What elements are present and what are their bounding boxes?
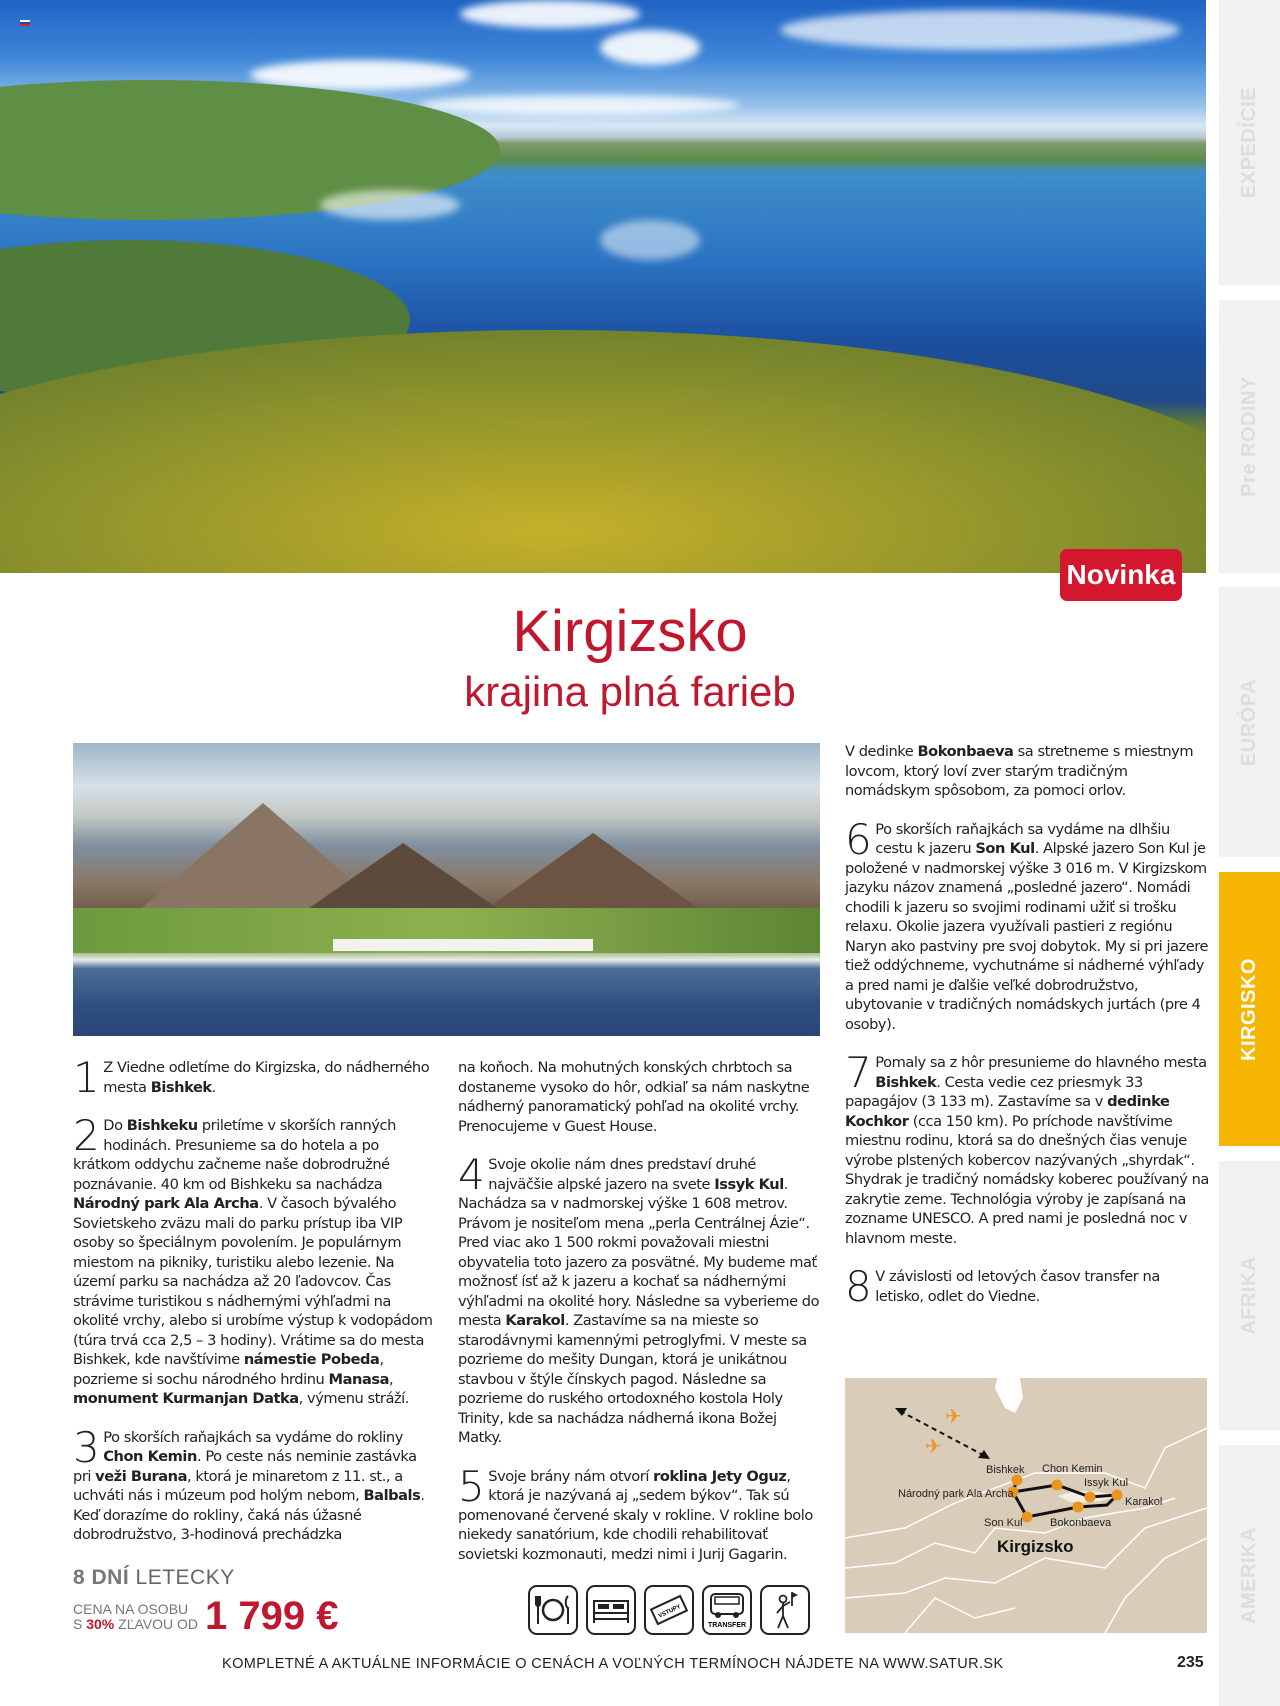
page-subtitle: krajina plná farieb <box>464 668 796 715</box>
side-tab-label: KIRGISKO <box>1238 957 1260 1061</box>
side-tab-európa[interactable] <box>1219 587 1280 857</box>
itinerary-column-1 <box>73 1053 438 1564</box>
highlight-place: Bishkek <box>875 1073 937 1091</box>
day-text: . V časoch bývalého Sovietskeho zväzu mali do parku prístup iba VIP osoby so špeciálnym povolením. Je populárnym miestom na pikniky, turistiku alebo lezenie. Na území parku sa nachádza až 20 ľadovcov. Čas strávime turistikou s nádhernými výhľadmi na okolité vrchy, alebo si urobíme výstup k vodopádom (túra trvá cca 2,5 – 3 hodiny). Vrátime sa do mesta Bishkek, kde navštívime <box>73 1195 433 1368</box>
day-text: Pomaly sa z hôr presunieme do hlavného mesta <box>875 1054 1207 1071</box>
highlight-place: námestie Pobeda <box>243 1351 380 1368</box>
highlight-place: monument Kurmanjan Datka <box>73 1390 299 1407</box>
ticket-icon <box>644 1585 694 1635</box>
highlight-place: Manasa <box>328 1370 389 1388</box>
flight-route <box>900 1411 985 1456</box>
guide-hiking-icon <box>760 1585 810 1635</box>
highlight-place: Chon Kemin <box>103 1448 197 1465</box>
day-text: , ktorá je minaretom z 11. st., a uchváti nás i múzeum pod holým nebom, <box>73 1467 403 1504</box>
highlight-place: Bokonbaeva <box>917 743 1014 760</box>
side-tab-label: EXPEDÍCIE <box>1238 86 1261 199</box>
map-label: Bishkek <box>986 1464 1025 1476</box>
side-tab-kirgisko[interactable] <box>1219 872 1280 1146</box>
map-label: Son Kul <box>984 1517 1023 1529</box>
highlight-place: Son Kul <box>975 840 1035 857</box>
stop-son-kul <box>1022 1512 1033 1523</box>
highlight-place: Karakol <box>505 1312 565 1329</box>
itinerary-column-3 <box>845 742 1211 1325</box>
side-tab-label: EURÓPA <box>1238 678 1260 766</box>
map-label: Issyk Kul <box>1084 1477 1129 1489</box>
route-map <box>845 1378 1207 1633</box>
day-text: , pozrieme si sochu národného hrdinu <box>73 1351 384 1388</box>
arrow-head-icon <box>895 1408 907 1416</box>
footer-info: KOMPLETNÉ A AKTUÁLNE INFORMÁCIE O CENÁCH A VOĽNÝCH TERMÍNOCH NÁJDETE NA WWW.SATUR.SK <box>222 1656 1004 1672</box>
airplane-icon: ✈ <box>925 1436 942 1458</box>
side-tab-label: AMERIKA <box>1238 1527 1260 1624</box>
airplane-icon: ✈ <box>945 1406 962 1428</box>
travel-mode: LETECKY <box>129 1566 235 1589</box>
day-text: V dedinke <box>845 743 918 760</box>
map-label: Bokonbaeva <box>1050 1517 1112 1529</box>
day-text: . Alpské jazero Son Kul je položené v nadmorskej výške 3 016 m. V Kirgizskom jazyku názov znamená „posledné jazero“. Nomádi chodili k jazeru so svojimi rodinami užiť si trošku relaxu. Okolie jazera využívali pastieri z regiónu Naryn ako pastviny pre svoj dobytok. My si pri jazere tiež oddýchneme, vychutnáme si nádherné výhľady a pred nami je ďalšie veľké dobrodružstvo, ubytovanie v tradičných nomádskych jurtách (pre 4 osoby). <box>845 840 1209 1033</box>
itinerary-day <box>845 1262 1211 1311</box>
days-count: 8 DNÍ <box>73 1566 130 1589</box>
arrow-head-icon <box>978 1450 990 1459</box>
price-block <box>73 1566 339 1638</box>
flag-icon <box>20 20 30 26</box>
day-text: , ktorá je nazývaná aj „sedem býkov“. Tak sú pomenované červené skaly v rokline. V rokline bolo niekedy sanatórium, kde chodili rehabilitovať sovietski kozmonauti, medzi nimi i Jurij Gagarin. <box>458 1467 813 1563</box>
day-number: 7 <box>845 1048 872 1097</box>
map-country-label: Kirgizsko <box>997 1537 1074 1556</box>
day-text: V závislosti od letových časov transfer na letisko, odlet do Viedne. <box>875 1268 1160 1305</box>
map-borders <box>845 1428 1207 1633</box>
stop-karakol <box>1112 1490 1123 1501</box>
day-number: 8 <box>845 1262 872 1311</box>
discount-suffix: ZĽAVOU OD <box>114 1616 199 1632</box>
day-text: Po skorších raňajkách sa vydáme do rokliny <box>103 1428 403 1446</box>
side-tab-expedície[interactable] <box>1219 0 1280 285</box>
itinerary-day <box>73 1422 438 1545</box>
highlight-place: veži Burana <box>95 1467 188 1485</box>
stop-bokonbaeva <box>1073 1502 1084 1513</box>
itinerary-day <box>458 1058 823 1136</box>
price-label: CENA NA OSOBU <box>73 1601 189 1617</box>
day-text: . Cesta vedie cez priesmyk 33 papagájov (3 133 m). Zastavíme sa v <box>845 1073 1143 1110</box>
day-text: sa stretneme s miestnym lovcom, ktorý loví zver starým tradičným nomádskym spôsobom, za pomoci orlov. <box>845 743 1194 799</box>
day-text: . Po ceste nás neminie zastávka pri <box>73 1448 417 1485</box>
day-text: . <box>211 1078 216 1096</box>
itinerary-day <box>458 1461 823 1565</box>
novinka-badge: Novinka <box>1060 549 1182 601</box>
day-number: 5 <box>458 1461 485 1511</box>
highlight-place: Národný park Ala Archa <box>73 1195 259 1212</box>
map-label: Chon Kemin <box>1042 1463 1103 1475</box>
stop-issyk-kul <box>1085 1492 1096 1503</box>
page-title: Kirgizsko <box>512 599 748 664</box>
highlight-place: Bishkek <box>150 1078 212 1096</box>
map-label: Národný park Ala Archa <box>898 1488 1014 1500</box>
day-text: (cca 150 km). Po príchode navštívime miestnu rodinu, ktorá sa do dnešných čias venuje výrobe plstených kobercov nazývaných „shyrdak“. Shydrak je tradičný nomádsky koberec používaný na zakrytie zeme. Technológia výroby je zapísaná na zozname UNESCO. A pred nami je posledná noc v hlavnom meste. <box>845 1112 1209 1247</box>
day-text: , výmenu stráží. <box>298 1390 409 1407</box>
discount-prefix: S <box>73 1616 87 1632</box>
day-text: Svoje brány nám otvorí <box>488 1467 654 1485</box>
hero-photo-lake <box>0 0 1206 573</box>
side-tab-label: Pre RODINY <box>1238 376 1260 497</box>
itinerary-day <box>73 1053 438 1102</box>
day-text: Z Viedne odletíme do Kirgizska, do nádherného mesta <box>103 1059 430 1096</box>
side-tab-label: AFRIKA <box>1238 1256 1261 1335</box>
itinerary-day <box>458 1150 823 1448</box>
side-tab-pre-rodiny[interactable] <box>1219 300 1280 573</box>
side-tab-amerika[interactable] <box>1219 1445 1280 1706</box>
page-number: 235 <box>1177 1654 1204 1671</box>
inset-photo-issyk-kul <box>73 743 820 1036</box>
bed-icon <box>586 1585 636 1635</box>
meals-icon <box>528 1585 578 1635</box>
itinerary-day <box>845 814 1211 1035</box>
day-number: 2 <box>73 1111 100 1160</box>
map-label: Karakol <box>1125 1496 1163 1508</box>
day-text: Po skorších raňajkách sa vydáme na dlhšiu cestu k jazeru <box>875 820 1170 857</box>
included-services <box>528 1585 810 1635</box>
highlight-place: Issyk Kul <box>714 1175 784 1193</box>
itinerary-column-2 <box>458 1058 823 1583</box>
day-text: . Keď dorazíme do rokliny, čaká nás úžasné dobrodružstvo, 3-hodinová prechádzka <box>73 1487 425 1543</box>
stop-chon-kemin <box>1052 1480 1063 1491</box>
day-number: 1 <box>73 1053 100 1102</box>
day-number: 4 <box>458 1150 485 1199</box>
highlight-place: Balbals <box>363 1487 421 1504</box>
highlight-place: Bishkeku <box>126 1117 198 1134</box>
day-text: Svoje okolie nám dnes predstaví druhé najväčšie alpské jazero na svete <box>488 1156 756 1193</box>
itinerary-day <box>845 1048 1211 1248</box>
side-tab-afrika[interactable] <box>1219 1161 1280 1430</box>
svg-text:TRANSFER: TRANSFER <box>707 1622 747 1629</box>
price-amount: 1 799 € <box>205 1594 339 1638</box>
stop-bishkek <box>1012 1475 1023 1486</box>
day-number: 3 <box>73 1422 100 1472</box>
day-text: priletíme v skorších ranných hodinách. Presunieme sa do hotela a po krátkom oddychu začneme naše dobrodružné poznávanie. 40 km od Bishkeku sa nachádza <box>73 1117 396 1193</box>
map-lake-balkhash <box>995 1378 1023 1413</box>
highlight-place: roklina Jety Oguz <box>653 1467 787 1485</box>
day-text: . Nachádza sa v nadmorskej výške 1 608 metrov. Právom je nositeľom mena „perla Centrálnej Ázie“. Pred viac ako 1 500 rokmi považovali miestni obyvatelia toto jazero za posvätné. My budeme mať možnosť ísť až k jazeru a kochať sa nádhernými výhľadmi na okolité hory. Následne sa vyberieme do mesta <box>458 1175 820 1329</box>
svg-text:VSTUPY: VSTUPY <box>657 1604 682 1620</box>
day-number: 6 <box>845 814 872 864</box>
day-text: . Zastavíme sa na mieste so starodávnymi kamennými petroglyfmi. V meste sa pozrieme do mešity Dungan, ktorá je unikátnou stavbou v štýle čínskych pagod. Následne sa pozrieme do ruského ortodoxného kostola Holy Trinity, kde sa nachádza nádherná ikona Božej Matky. <box>458 1312 807 1446</box>
day-text: na koňoch. Na mohutných konských chrbtoch sa dostaneme vysoko do hôr, odkiaľ sa nám naskytne nádherný panoramatický pohľad na okolité vrchy. Prenocujeme v Guest House. <box>458 1059 810 1135</box>
itinerary-day <box>845 742 1211 801</box>
discount-percent: 30% <box>86 1616 115 1632</box>
itinerary-day <box>73 1111 438 1409</box>
day-text: Do <box>103 1117 127 1134</box>
highlight-place: dedinke Kochkor <box>845 1093 1170 1130</box>
day-text: , <box>388 1370 394 1388</box>
bus-transfer-icon <box>702 1585 752 1635</box>
